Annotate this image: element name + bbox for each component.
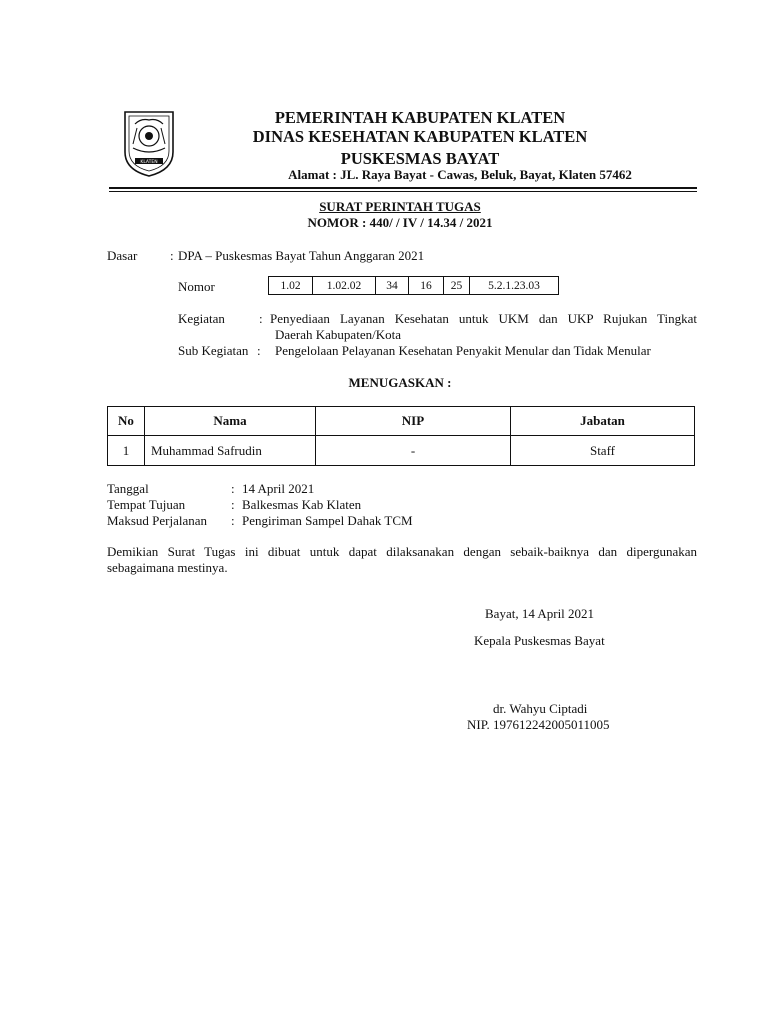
cell-no: 1	[108, 436, 145, 466]
nomor-label: Nomor	[178, 279, 215, 294]
document-number: NOMOR : 440/ / IV / 14.34 / 2021	[307, 215, 493, 230]
closing-line1: Demikian Surat Tugas ini dibuat untuk dapat dilaksanakan dengan sebaik-baiknya dan dipergunakan	[107, 544, 697, 559]
cell-jabatan: Staff	[511, 436, 695, 466]
tujuan-label: Tempat Tujuan	[107, 497, 186, 512]
signature-place-date: Bayat, 14 April 2021	[485, 606, 595, 621]
tanggal-value: 14 April 2021	[242, 481, 315, 496]
maksud-value: Pengiriman Sampel Dahak TCM	[242, 513, 413, 528]
cell-nama: Muhammad Safrudin	[145, 436, 316, 466]
kegiatan-value-line1: Penyediaan Layanan Kesehatan untuk UKM dan UKP Rujukan Tingkat	[270, 311, 697, 326]
document-title: SURAT PERINTAH TUGAS	[319, 199, 481, 214]
header-rule-thin	[109, 191, 697, 192]
column-header-jabatan: Jabatan	[511, 407, 695, 436]
column-header-no: No	[108, 407, 145, 436]
assigned-staff-table	[107, 406, 695, 466]
code-cell: 1.02.02	[313, 277, 376, 295]
tanggal-label: Tanggal	[107, 481, 149, 496]
logo-text: KLATEN	[140, 160, 158, 165]
table-row	[108, 436, 695, 466]
dasar-value: DPA – Puskesmas Bayat Tahun Anggaran 2021	[178, 248, 425, 263]
code-cell: 34	[376, 277, 409, 295]
code-cell: 5.2.1.23.03	[470, 277, 559, 295]
tujuan-value: Balkesmas Kab Klaten	[242, 497, 362, 512]
header-rule-thick	[109, 187, 697, 189]
header-government: PEMERINTAH KABUPATEN KLATEN	[274, 108, 566, 127]
maksud-label: Maksud Perjalanan	[107, 513, 208, 528]
tujuan-separator: :	[231, 497, 235, 512]
signatory-nip: NIP. 197612242005011005	[467, 717, 610, 732]
signature-position: Kepala Puskesmas Bayat	[474, 633, 605, 648]
kegiatan-label: Kegiatan	[178, 311, 225, 326]
code-cell: 1.02	[269, 277, 313, 295]
menugaskan-heading: MENUGASKAN :	[348, 375, 452, 390]
dasar-separator: :	[170, 248, 174, 263]
column-header-nama: Nama	[145, 407, 316, 436]
table-header-row	[108, 407, 695, 436]
dasar-label: Dasar	[107, 248, 138, 263]
signatory-name: dr. Wahyu Ciptadi	[493, 701, 588, 716]
closing-line2: sebagaimana mestinya.	[107, 560, 228, 575]
header-department: DINAS KESEHATAN KABUPATEN KLATEN	[252, 127, 588, 146]
cell-nip: -	[316, 436, 511, 466]
column-header-nip: NIP	[316, 407, 511, 436]
header-puskesmas: PUSKESMAS BAYAT	[340, 149, 500, 168]
kegiatan-separator: :	[259, 311, 263, 326]
sub-kegiatan-value: Pengelolaan Pelayanan Kesehatan Penyakit Menular dan Tidak Menular	[275, 343, 651, 358]
maksud-separator: :	[231, 513, 235, 528]
kegiatan-value-line2: Daerah Kabupaten/Kota	[275, 327, 401, 342]
budget-code-table	[268, 276, 559, 295]
sub-kegiatan-label: Sub Kegiatan	[178, 343, 249, 358]
code-cell: 16	[409, 277, 444, 295]
sub-kegiatan-separator: :	[257, 343, 261, 358]
tanggal-separator: :	[231, 481, 235, 496]
code-cell: 25	[444, 277, 470, 295]
header-address: Alamat : JL. Raya Bayat - Cawas, Beluk, Bayat, Klaten 57462	[288, 167, 632, 182]
